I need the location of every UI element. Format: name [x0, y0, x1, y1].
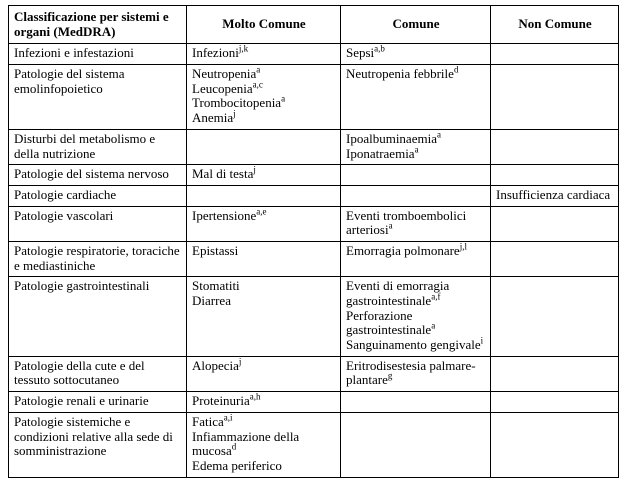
table-cell: [341, 65, 491, 130]
term-text: Anemia: [192, 110, 234, 126]
term-text: Stomatiti: [192, 278, 240, 294]
column-header-non-comune: Non Comune: [491, 6, 619, 44]
table-cell: [187, 392, 341, 413]
footnote-marker: a,e: [256, 206, 267, 217]
footnote-marker: j: [253, 164, 256, 175]
term-text: Eventi di emorragia gastrointestinale: [346, 278, 450, 308]
table-row: [9, 356, 619, 391]
term-text: Patologie respiratorie, toraciche e mediastiniche: [14, 242, 180, 273]
footnote-marker: j,l: [459, 241, 467, 252]
footnote-marker: j: [233, 108, 236, 119]
cell-line: [192, 294, 336, 309]
table-cell: [187, 241, 341, 276]
footnote-marker: a: [431, 321, 436, 332]
table-cell: [187, 356, 341, 391]
table-cell: [187, 206, 341, 241]
term-text: Infezioni e infestazioni: [14, 45, 134, 61]
table-cell: [9, 129, 187, 164]
term-text: Diarrea: [192, 293, 231, 308]
cell-line: [192, 459, 336, 474]
term-text: Patologie della cute e del tessuto sottocutaneo: [14, 357, 145, 388]
table-cell: [187, 129, 341, 164]
footnote-marker: a,b: [374, 44, 385, 55]
table-cell: [9, 206, 187, 241]
footnote-marker: a,f: [431, 291, 441, 302]
table-cell: [9, 392, 187, 413]
term-text: Fatica: [192, 413, 224, 429]
table-cell: [187, 185, 341, 206]
table-cell: [491, 412, 619, 477]
table-cell: [491, 185, 619, 206]
table-row: [9, 206, 619, 241]
term-text: Eritrodisestesia palmare-plantare: [346, 357, 476, 388]
column-header-soc: Classificazione per sistemi e organi (MedDRA): [9, 6, 187, 44]
table-cell: [341, 206, 491, 241]
table-row: [9, 65, 619, 130]
table-row: [9, 241, 619, 276]
footnote-marker: j,k: [238, 44, 249, 55]
table-row: [9, 277, 619, 356]
cell-line: [192, 244, 336, 259]
table-cell: [491, 65, 619, 130]
table-body: [9, 44, 619, 477]
term-text: Neutropenia: [192, 66, 257, 82]
table-cell: [341, 356, 491, 391]
term-text: Trombocitopenia: [192, 95, 282, 111]
table-cell: [187, 165, 341, 186]
cell-line: [192, 164, 336, 182]
term-text: Ipertensione: [192, 207, 257, 223]
table-cell: [491, 165, 619, 186]
table-cell: [341, 165, 491, 186]
cell-line: [192, 206, 336, 224]
cell-line: [496, 188, 614, 203]
table-cell: [341, 185, 491, 206]
term-text: Alopecia: [192, 357, 239, 373]
cell-line: [14, 415, 182, 459]
table-row: [9, 185, 619, 206]
table-row: [9, 129, 619, 164]
term-text: Patologie gastrointestinali: [14, 278, 150, 294]
term-text: Patologie del sistema emolinfopoietico: [14, 66, 125, 96]
cell-line: [192, 279, 336, 294]
term-text: Sepsi: [346, 45, 375, 61]
table-cell: [187, 277, 341, 356]
table-cell: [341, 241, 491, 276]
table-cell: [187, 65, 341, 130]
cell-line: [14, 67, 182, 96]
cell-line: [14, 188, 182, 203]
table-cell: [9, 412, 187, 477]
cell-line: [14, 359, 182, 388]
table-cell: [9, 165, 187, 186]
cell-line: [192, 356, 336, 374]
table-cell: [341, 392, 491, 413]
cell-line: [14, 46, 182, 61]
column-header-comune: Comune: [341, 6, 491, 44]
cell-line: [346, 241, 486, 259]
term-text: Mal di testa: [192, 166, 254, 182]
term-text: Iponatraemia: [346, 145, 415, 161]
table-cell: [491, 277, 619, 356]
footnote-marker: a,h: [249, 391, 261, 402]
table-row: [9, 44, 619, 65]
table-cell: [187, 44, 341, 65]
table-cell: [341, 129, 491, 164]
cell-line: [346, 64, 486, 82]
table-cell: [491, 44, 619, 65]
term-text: Leucopenia: [192, 80, 253, 96]
term-text: Insufficienza cardiaca: [496, 186, 611, 202]
cell-line: [14, 394, 182, 409]
footnote-marker: a,c: [252, 79, 263, 90]
cell-line: [346, 144, 486, 162]
cell-line: [346, 279, 486, 308]
table-cell: [9, 44, 187, 65]
term-text: Disturbi del metabolismo e della nutrizione: [14, 130, 156, 161]
cell-line: [192, 64, 336, 82]
table-cell: [491, 206, 619, 241]
table-cell: [9, 185, 187, 206]
term-text: Edema periferico: [192, 457, 282, 473]
table-row: [9, 165, 619, 186]
cell-line: [346, 335, 486, 353]
footnote-marker: a: [281, 94, 286, 105]
table-cell: [491, 356, 619, 391]
cell-line: [14, 167, 182, 182]
footnote-marker: j: [238, 356, 242, 367]
footnote-marker: a: [436, 129, 441, 140]
footnote-marker: d: [231, 441, 237, 452]
footnote-marker: a,i: [223, 412, 233, 423]
term-text: Emorragia polmonare: [346, 242, 460, 258]
term-text: Patologie sistemiche e condizioni relative alla sede di somministrazione: [14, 413, 173, 459]
footnote-marker: a: [388, 220, 393, 231]
cell-line: [346, 359, 486, 388]
term-text: Proteinuria: [192, 393, 250, 409]
term-text: Infiammazione della mucosa: [192, 428, 300, 459]
column-header-molto-comune: Molto Comune: [187, 6, 341, 44]
cell-line: [192, 46, 336, 61]
table-cell: [341, 277, 491, 356]
footnote-marker: g: [387, 371, 393, 382]
term-text: Ipoalbuminaemia: [346, 130, 437, 146]
table-cell: [491, 392, 619, 413]
table-cell: [341, 412, 491, 477]
cell-line: [192, 412, 336, 430]
cell-line: [192, 391, 336, 409]
table-cell: [341, 44, 491, 65]
term-text: Neutropenia febbrile: [346, 66, 454, 82]
cell-line: [14, 209, 182, 224]
term-text: Patologie renali e urinarie: [14, 393, 149, 409]
table-row: [9, 392, 619, 413]
cell-line: [14, 279, 182, 294]
cell-line: [192, 108, 336, 126]
footnote-marker: d: [453, 64, 459, 75]
table-cell: [9, 277, 187, 356]
term-text: Infezioni: [192, 45, 239, 61]
term-text: Patologie cardiache: [14, 186, 117, 202]
term-text: Perforazione gastrointestinale: [346, 307, 432, 338]
cell-line: [346, 209, 486, 238]
footnote-marker: a: [414, 144, 419, 155]
term-text: Patologie del sistema nervoso: [14, 166, 169, 182]
table-cell: [9, 241, 187, 276]
term-text: Patologie vascolari: [14, 207, 114, 223]
adverse-reactions-table: [8, 5, 619, 478]
table-cell: [9, 65, 187, 130]
header-row: [9, 6, 619, 44]
term-text: Eventi tromboembolici arteriosi: [346, 207, 467, 238]
table-row: [9, 412, 619, 477]
footnote-marker: i: [480, 335, 484, 346]
cell-line: [346, 309, 486, 338]
table-cell: [187, 412, 341, 477]
cell-line: [14, 244, 182, 273]
table-cell: [9, 356, 187, 391]
term-text: Sanguinamento gengivale: [346, 337, 481, 353]
table-cell: [491, 241, 619, 276]
cell-line: [192, 430, 336, 459]
footnote-marker: a: [256, 64, 261, 75]
term-text: Epistassi: [192, 242, 239, 258]
cell-line: [192, 96, 336, 111]
table-cell: [491, 129, 619, 164]
cell-line: [346, 46, 486, 61]
cell-line: [14, 132, 182, 161]
